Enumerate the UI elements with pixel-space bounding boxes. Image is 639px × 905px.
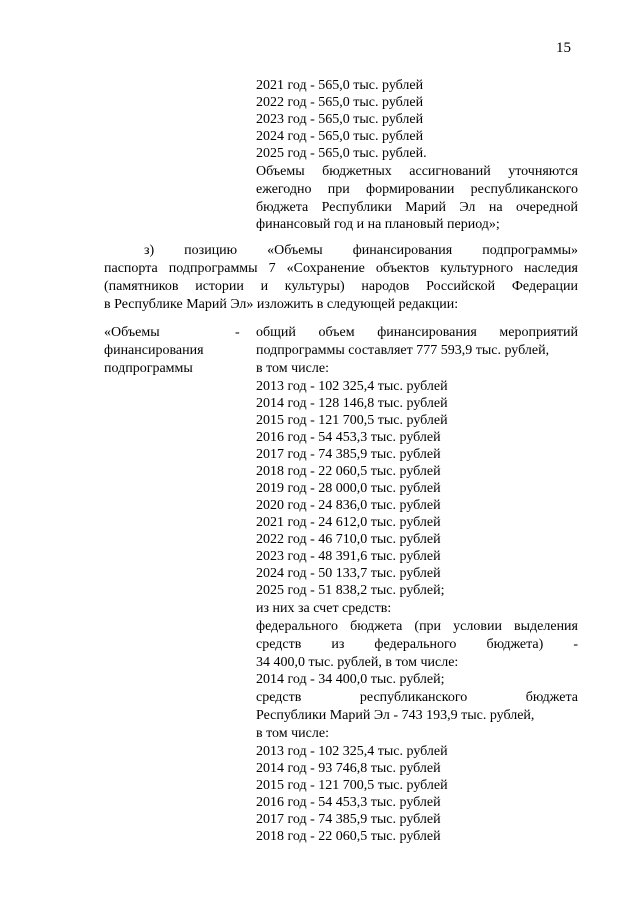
right-line: 2019 год - 28 000,0 тыс. рублей [256,481,441,496]
paragraph-line: (памятников истории и культуры) народов Российской Федерации [104,279,578,294]
label-line: «Объемы [104,325,160,340]
right-line: 2021 год - 24 612,0 тыс. рублей [256,515,441,530]
right-line: средств из федерального бюджета) - [256,637,578,652]
right-line: 2018 год - 22 060,5 тыс. рублей [256,829,441,844]
right-line: 2014 год - 128 146,8 тыс. рублей [256,396,448,411]
right-line: в том числе: [256,361,329,376]
label-line: финансирования [104,343,204,358]
paragraph-line: в Республике Марий Эл» изложить в следующей редакции: [104,297,459,312]
right-line: 2014 год - 34 400,0 тыс. рублей; [256,672,445,687]
right-line: 2018 год - 22 060,5 тыс. рублей [256,464,441,479]
paragraph-line: з) позицию «Объемы финансирования подпрограммы» [144,243,578,258]
right-line: федерального бюджета (при условии выделения [256,619,578,634]
note-line: финансовый год и на плановый период»; [256,217,500,232]
right-line: 2025 год - 51 838,2 тыс. рублей; [256,583,445,598]
right-line: 2022 год - 46 710,0 тыс. рублей [256,532,441,547]
right-line: 2016 год - 54 453,3 тыс. рублей [256,430,441,445]
right-line: 2014 год - 93 746,8 тыс. рублей [256,761,441,776]
right-line: из них за счет средств: [256,601,392,616]
right-line: 34 400,0 тыс. рублей, в том числе: [256,655,459,670]
right-line: общий объем финансирования мероприятий [256,325,578,340]
top-year-line: 2023 год - 565,0 тыс. рублей [256,112,424,127]
right-line: 2016 год - 54 453,3 тыс. рублей [256,795,441,810]
right-line: 2013 год - 102 325,4 тыс. рублей [256,379,448,394]
right-line: 2024 год - 50 133,7 тыс. рублей [256,566,441,581]
right-line: 2017 год - 74 385,9 тыс. рублей [256,447,441,462]
note-line: Объемы бюджетных ассигнований уточняются [256,164,578,179]
right-line: в том числе: [256,726,329,741]
top-year-line: 2025 год - 565,0 тыс. рублей. [256,146,427,161]
right-line: 2020 год - 24 836,0 тыс. рублей [256,498,441,513]
label-line: подпрограммы [104,361,193,376]
right-line: 2013 год - 102 325,4 тыс. рублей [256,744,448,759]
right-line: 2015 год - 121 700,5 тыс. рублей [256,778,448,793]
label-dash: - [235,325,240,340]
right-line: 2015 год - 121 700,5 тыс. рублей [256,413,448,428]
right-line: Республики Марий Эл - 743 193,9 тыс. рублей, [256,708,535,723]
right-line: 2017 год - 74 385,9 тыс. рублей [256,812,441,827]
note-line: бюджета Республики Марий Эл на очередной [256,200,578,215]
top-year-line: 2024 год - 565,0 тыс. рублей [256,129,424,144]
right-line: средств республиканского бюджета [256,690,578,705]
top-year-line: 2022 год - 565,0 тыс. рублей [256,95,424,110]
right-line: 2023 год - 48 391,6 тыс. рублей [256,549,441,564]
top-year-line: 2021 год - 565,0 тыс. рублей [256,78,424,93]
paragraph-line: паспорта подпрограммы 7 «Сохранение объектов культурного наследия [104,261,578,276]
note-line: ежегодно при формировании республиканского [256,182,578,197]
right-line: подпрограммы составляет 777 593,9 тыс. рублей, [256,343,550,358]
page-number: 15 [556,40,571,56]
